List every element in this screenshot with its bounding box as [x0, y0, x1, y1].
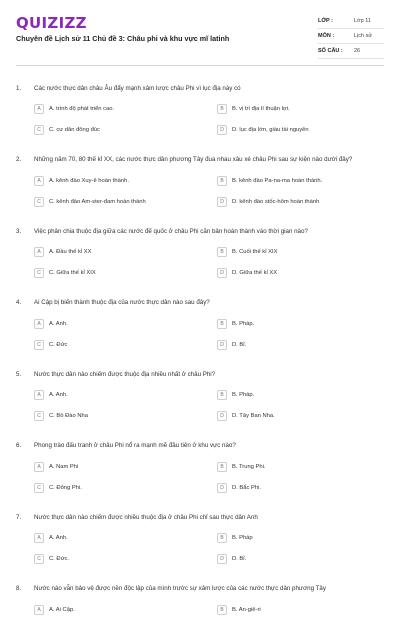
question-number: 4. — [16, 299, 34, 306]
option-text: C. kênh đào Am-ster-đam hoàn thành — [49, 199, 146, 205]
question-number: 6. — [16, 442, 34, 449]
option-letter-box: D — [217, 125, 227, 135]
question-text: Việc phân chia thuộc địa giữa các nước đế quốc ở châu Phi căn bản hoàn thành vào thời gian nào? — [34, 228, 384, 235]
answer-options — [34, 532, 384, 565]
question-line — [16, 368, 384, 380]
option-letter-box: B — [217, 247, 227, 257]
option-letter-box: B — [217, 104, 227, 114]
question-line — [16, 82, 384, 94]
option-letter-box: B — [217, 462, 227, 472]
option-text: B. vị trí địa lí thuận lợi. — [232, 106, 290, 112]
option-text: B. Pháp. — [232, 392, 254, 398]
option-letter-box: D — [217, 197, 227, 207]
question-list — [16, 66, 384, 644]
answer-option-c[interactable] — [34, 196, 217, 208]
option-letter-box: D — [217, 411, 227, 421]
option-text: B. Pháp — [232, 535, 253, 541]
option-text: C. Đức. — [49, 556, 69, 562]
question-7 — [16, 501, 384, 573]
option-letter-box: A — [34, 319, 44, 329]
option-text: C. Giữa thế kỉ XIX — [49, 270, 96, 276]
answer-option-b[interactable] — [217, 103, 377, 115]
option-letter-box: A — [34, 462, 44, 472]
meta-value: Lịch sử — [354, 33, 384, 39]
question-line — [16, 297, 384, 309]
option-text: B. An-giê-ri — [232, 607, 261, 613]
answer-options — [34, 461, 384, 494]
answer-option-a[interactable] — [34, 532, 217, 544]
option-letter-box: C — [34, 411, 44, 421]
answer-option-a[interactable] — [34, 461, 217, 473]
answer-option-d[interactable] — [217, 339, 377, 351]
question-text: Nước thực dân nào chiếm được nhiều thuộc địa ở châu Phi chỉ sau thực dân Anh — [34, 514, 384, 521]
option-letter-box: B — [217, 390, 227, 400]
option-letter-box: A — [34, 247, 44, 257]
option-text: A. Ai Cập. — [49, 607, 75, 613]
question-2 — [16, 144, 384, 216]
answer-option-a[interactable] — [34, 103, 217, 115]
question-line — [16, 440, 384, 452]
option-letter-box: C — [34, 554, 44, 564]
option-text: A. kênh đào Xuy-ê hoàn thành. — [49, 178, 129, 184]
option-letter-box: B — [217, 605, 227, 615]
question-6 — [16, 430, 384, 502]
answer-option-c[interactable] — [34, 124, 217, 136]
worksheet-header — [16, 0, 384, 66]
answer-option-d[interactable] — [217, 482, 377, 494]
option-letter-box: B — [217, 319, 227, 329]
answer-option-d[interactable] — [217, 196, 377, 208]
answer-option-b[interactable] — [217, 532, 377, 544]
question-5 — [16, 358, 384, 430]
answer-option-a[interactable] — [34, 246, 217, 258]
answer-option-d[interactable] — [217, 124, 377, 136]
option-letter-box: A — [34, 533, 44, 543]
question-number: 2. — [16, 156, 34, 163]
option-letter-box: A — [34, 176, 44, 186]
option-text: D. Giữa thế kỉ XX — [232, 270, 277, 276]
option-text: C. cư dân đông đúc — [49, 127, 100, 133]
option-text: C. Đức — [49, 342, 67, 348]
answer-option-a[interactable] — [34, 604, 217, 616]
question-8 — [16, 573, 384, 644]
meta-value: Lớp 11 — [354, 18, 384, 24]
option-letter-box: B — [217, 533, 227, 543]
meta-value: 26 — [354, 48, 384, 54]
option-letter-box: A — [34, 390, 44, 400]
answer-option-c[interactable] — [34, 339, 217, 351]
worksheet-meta — [318, 14, 384, 59]
question-number: 3. — [16, 228, 34, 235]
quizizz-logo: QUIZIZZ — [16, 14, 87, 32]
option-text: D. Bỉ. — [232, 342, 246, 348]
question-number: 1. — [16, 85, 34, 92]
answer-option-c[interactable] — [34, 410, 217, 422]
question-text: Các nước thực dân châu Âu đẩy mạnh xâm lược châu Phi vì lục địa này có — [34, 85, 384, 92]
question-line — [16, 511, 384, 523]
answer-options — [34, 604, 384, 616]
question-line — [16, 225, 384, 237]
question-line — [16, 583, 384, 595]
question-4 — [16, 287, 384, 359]
option-text: D. Tây Ban Nha. — [232, 413, 275, 419]
option-text: B. Cuối thế kỉ XIX — [232, 249, 277, 255]
answer-option-c[interactable] — [34, 482, 217, 494]
option-letter-box: C — [34, 197, 44, 207]
meta-key: LỚP : — [318, 18, 333, 24]
meta-key: MÔN : — [318, 33, 334, 39]
option-text: A. Anh. — [49, 535, 68, 541]
answer-option-a[interactable] — [34, 389, 217, 401]
question-1 — [16, 72, 384, 144]
answer-options — [34, 175, 384, 208]
question-3 — [16, 215, 384, 287]
option-text: B. kênh đào Pa-na-ma hoàn thành. — [232, 178, 322, 184]
answer-option-d[interactable] — [217, 553, 377, 565]
option-letter-box: A — [34, 605, 44, 615]
question-text: Ai Cập bị biến thành thuộc địa của nước thực dân nào sau đây? — [34, 299, 384, 306]
option-text: A. trình độ phát triển cao. — [49, 106, 114, 112]
option-text: D. kênh đào stốc-hôm hoàn thành — [232, 199, 319, 205]
option-letter-box: A — [34, 104, 44, 114]
question-number: 5. — [16, 371, 34, 378]
question-text: Phong trào đấu tranh ở châu Phi nổ ra mạnh mẽ đầu tiên ở khu vực nào? — [34, 442, 384, 449]
option-text: C. Bồ Đào Nha — [49, 413, 88, 419]
option-text: A. Nam Phi — [49, 464, 78, 470]
question-text: Những năm 70, 80 thế kỉ XX, các nước thực dân phương Tây đua nhau xâu xé châu Phi sau sự kiện nào dưới đây? — [34, 156, 384, 163]
option-letter-box: C — [34, 340, 44, 350]
answer-options — [34, 246, 384, 279]
option-letter-box: C — [34, 268, 44, 278]
question-text: Nước nào vẫn bảo vệ được nền độc lập của mình trước sự xâm lược của các nước thực dân phương Tây — [34, 585, 384, 592]
answer-options — [34, 318, 384, 351]
answer-option-c[interactable] — [34, 267, 217, 279]
option-text: D. Bắc Phi. — [232, 485, 261, 491]
option-text: D. lục địa lớn, giàu tài nguyên — [232, 127, 309, 133]
answer-option-b[interactable] — [217, 175, 377, 187]
question-text: Nước thực dân nào chiếm được thuộc địa nhiều nhất ở châu Phi? — [34, 371, 384, 378]
answer-option-b[interactable] — [217, 318, 377, 330]
worksheet-title: Chuyên đề Lịch sử 11 Chủ đề 3: Châu phi và khu vực mĩ latinh — [16, 34, 229, 43]
option-letter-box: D — [217, 483, 227, 493]
answer-option-b[interactable] — [217, 246, 377, 258]
option-text: A. Anh. — [49, 321, 68, 327]
question-number: 8. — [16, 585, 34, 592]
answer-option-d[interactable] — [217, 410, 377, 422]
answer-option-d[interactable] — [217, 267, 377, 279]
option-letter-box: D — [217, 340, 227, 350]
answer-option-a[interactable] — [34, 318, 217, 330]
option-letter-box: D — [217, 554, 227, 564]
answer-option-b[interactable] — [217, 461, 377, 473]
meta-row-subject — [318, 29, 384, 44]
option-text: B. Pháp. — [232, 321, 254, 327]
option-text: A. Anh. — [49, 392, 68, 398]
meta-row-count — [318, 44, 384, 59]
option-letter-box: C — [34, 483, 44, 493]
answer-options — [34, 103, 384, 136]
option-letter-box: B — [217, 176, 227, 186]
option-text: C. Đông Phi. — [49, 485, 82, 491]
question-number: 7. — [16, 514, 34, 521]
meta-row-class — [318, 14, 384, 29]
option-letter-box: C — [34, 125, 44, 135]
answer-option-a[interactable] — [34, 175, 217, 187]
option-text: D. Bỉ. — [232, 556, 246, 562]
question-line — [16, 154, 384, 166]
answer-options — [34, 389, 384, 422]
option-text: B. Trung Phi. — [232, 464, 266, 470]
option-text: A. Đầu thế kỉ XX — [49, 249, 92, 255]
answer-option-b[interactable] — [217, 604, 377, 616]
answer-option-c[interactable] — [34, 553, 217, 565]
option-letter-box: D — [217, 268, 227, 278]
meta-key: SỐ CÂU : — [318, 48, 343, 54]
answer-option-b[interactable] — [217, 389, 377, 401]
